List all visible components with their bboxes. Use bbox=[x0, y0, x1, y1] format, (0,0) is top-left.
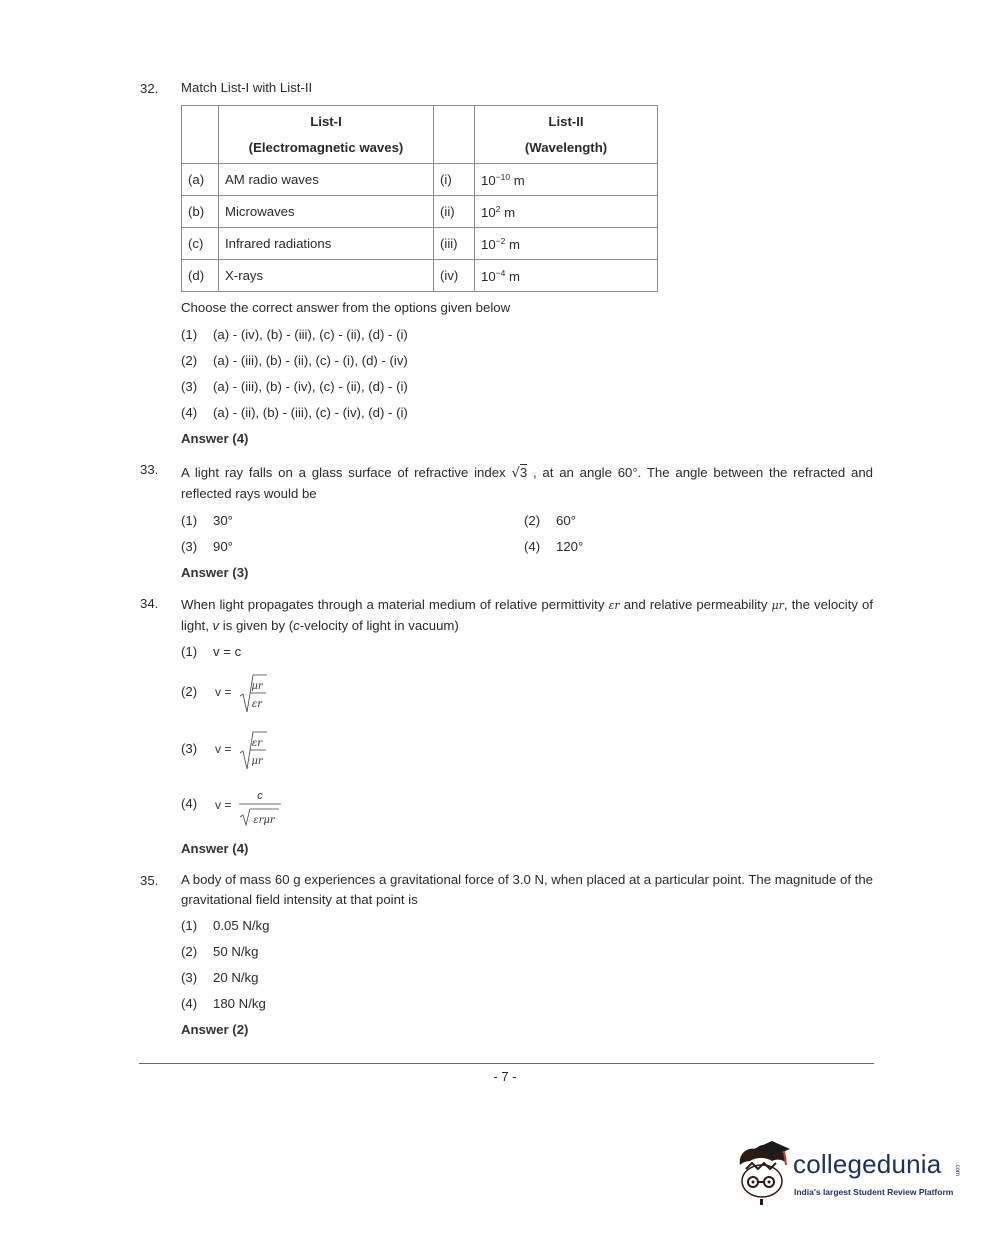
row-wavelength: $10^{-4}$ m bbox=[475, 260, 658, 292]
footer-divider bbox=[139, 1063, 874, 1064]
formula-denominator: μr bbox=[251, 756, 263, 767]
option: (4) 120° bbox=[524, 539, 584, 554]
mascot-icon bbox=[736, 1139, 796, 1209]
row-label: (a) bbox=[182, 164, 219, 196]
option: (3) 90° bbox=[181, 539, 233, 554]
list2-subtitle: (Wavelength) bbox=[524, 139, 608, 155]
formula-lhs: v = bbox=[215, 742, 232, 756]
question-stem: A light ray falls on a glass surface of refractive index √3 , at an angle 60°. The angle between the refracted and reflected rays would be bbox=[181, 465, 873, 501]
list1-subtitle: (Electromagnetic waves) bbox=[248, 139, 404, 155]
brand-tagline: India's largest Student Review Platform bbox=[794, 1187, 954, 1197]
formula-numerator: c bbox=[257, 790, 263, 802]
question-number: 33. bbox=[140, 462, 159, 477]
row-roman: (iii) bbox=[434, 228, 475, 260]
option: (2) 50 N/kg bbox=[181, 944, 259, 959]
option: (4) (a) - (ii), (b) - (iii), (c) - (iv), (d) - (i) bbox=[181, 405, 408, 420]
list1-header bbox=[219, 106, 434, 164]
table-row bbox=[182, 196, 658, 228]
option: (3) 20 N/kg bbox=[181, 970, 259, 985]
formula-numerator: μr bbox=[251, 681, 263, 692]
question-stem: When light propagates through a material medium of relative permittivity εr and relative permeability μr, the velocity of light, v is given by (c-velocity of light in vacuum) bbox=[181, 597, 873, 633]
row-wavelength: $10^2$ m bbox=[475, 196, 658, 228]
table-row bbox=[182, 228, 658, 260]
question-stem: Match List-I with List-II bbox=[181, 80, 313, 95]
row-roman: (iv) bbox=[434, 260, 475, 292]
row-item: AM radio waves bbox=[219, 164, 434, 196]
option: (4) 180 N/kg bbox=[181, 996, 266, 1011]
row-item: Infrared radiations bbox=[219, 228, 434, 260]
match-table bbox=[181, 105, 658, 292]
table-row bbox=[182, 260, 658, 292]
question-number: 32. bbox=[140, 81, 159, 96]
option-number: (3) bbox=[181, 741, 198, 756]
list2-title: List-II bbox=[548, 113, 584, 129]
row-item: X-rays bbox=[219, 260, 434, 292]
row-label: (b) bbox=[182, 196, 219, 228]
option-number: (2) bbox=[181, 684, 198, 699]
question-stem: A body of mass 60 g experiences a gravitational force of 3.0 N, when placed at a particular point. The magnitude of the gravitational field intensity at that point is bbox=[181, 872, 873, 907]
row-label: (d) bbox=[182, 260, 219, 292]
row-wavelength: $10^{-10}$ m bbox=[475, 164, 658, 196]
option: (1) v = c bbox=[181, 644, 242, 659]
instruction-text: Choose the correct answer from the options given below bbox=[181, 300, 511, 315]
formula-sqrt-mu-over-eps bbox=[213, 672, 283, 721]
answer: Answer (3) bbox=[181, 565, 249, 580]
answer: Answer (4) bbox=[181, 431, 249, 446]
answer: Answer (2) bbox=[181, 1022, 249, 1037]
option-number: (4) bbox=[181, 796, 198, 811]
formula-c-over-sqrt bbox=[213, 785, 293, 834]
formula-denominator: εrμr bbox=[253, 815, 275, 826]
question-number: 35. bbox=[140, 873, 159, 888]
formula-lhs: v = bbox=[215, 798, 232, 812]
list2-header bbox=[475, 106, 658, 164]
row-roman: (ii) bbox=[434, 196, 475, 228]
formula-numerator: εr bbox=[251, 738, 263, 749]
list1-title: List-I bbox=[310, 113, 342, 129]
formula-lhs: v = bbox=[215, 685, 232, 699]
header-blank bbox=[182, 106, 219, 164]
formula-denominator: εr bbox=[251, 699, 263, 710]
page-number: - 7 - bbox=[493, 1069, 517, 1084]
option: (2) (a) - (iii), (b) - (ii), (c) - (i), (d) - (iv) bbox=[181, 353, 408, 368]
row-label: (c) bbox=[182, 228, 219, 260]
row-roman: (i) bbox=[434, 164, 475, 196]
formula-sqrt-eps-over-mu bbox=[213, 729, 283, 778]
row-item: Microwaves bbox=[219, 196, 434, 228]
brand-name: collegedunia bbox=[793, 1149, 942, 1179]
question-number: 34. bbox=[140, 596, 159, 611]
header-blank bbox=[434, 106, 475, 164]
brand-domain: .com bbox=[954, 1163, 960, 1177]
answer: Answer (4) bbox=[181, 841, 249, 856]
table-row bbox=[182, 164, 658, 196]
option: (1) 30° bbox=[181, 513, 233, 528]
option: (1) (a) - (iv), (b) - (iii), (c) - (ii), (d) - (i) bbox=[181, 327, 408, 342]
row-wavelength: $10^{-2}$ m bbox=[475, 228, 658, 260]
option: (1) 0.05 N/kg bbox=[181, 918, 270, 933]
option: (2) 60° bbox=[524, 513, 576, 528]
option: (3) (a) - (iii), (b) - (iv), (c) - (ii), (d) - (i) bbox=[181, 379, 408, 394]
